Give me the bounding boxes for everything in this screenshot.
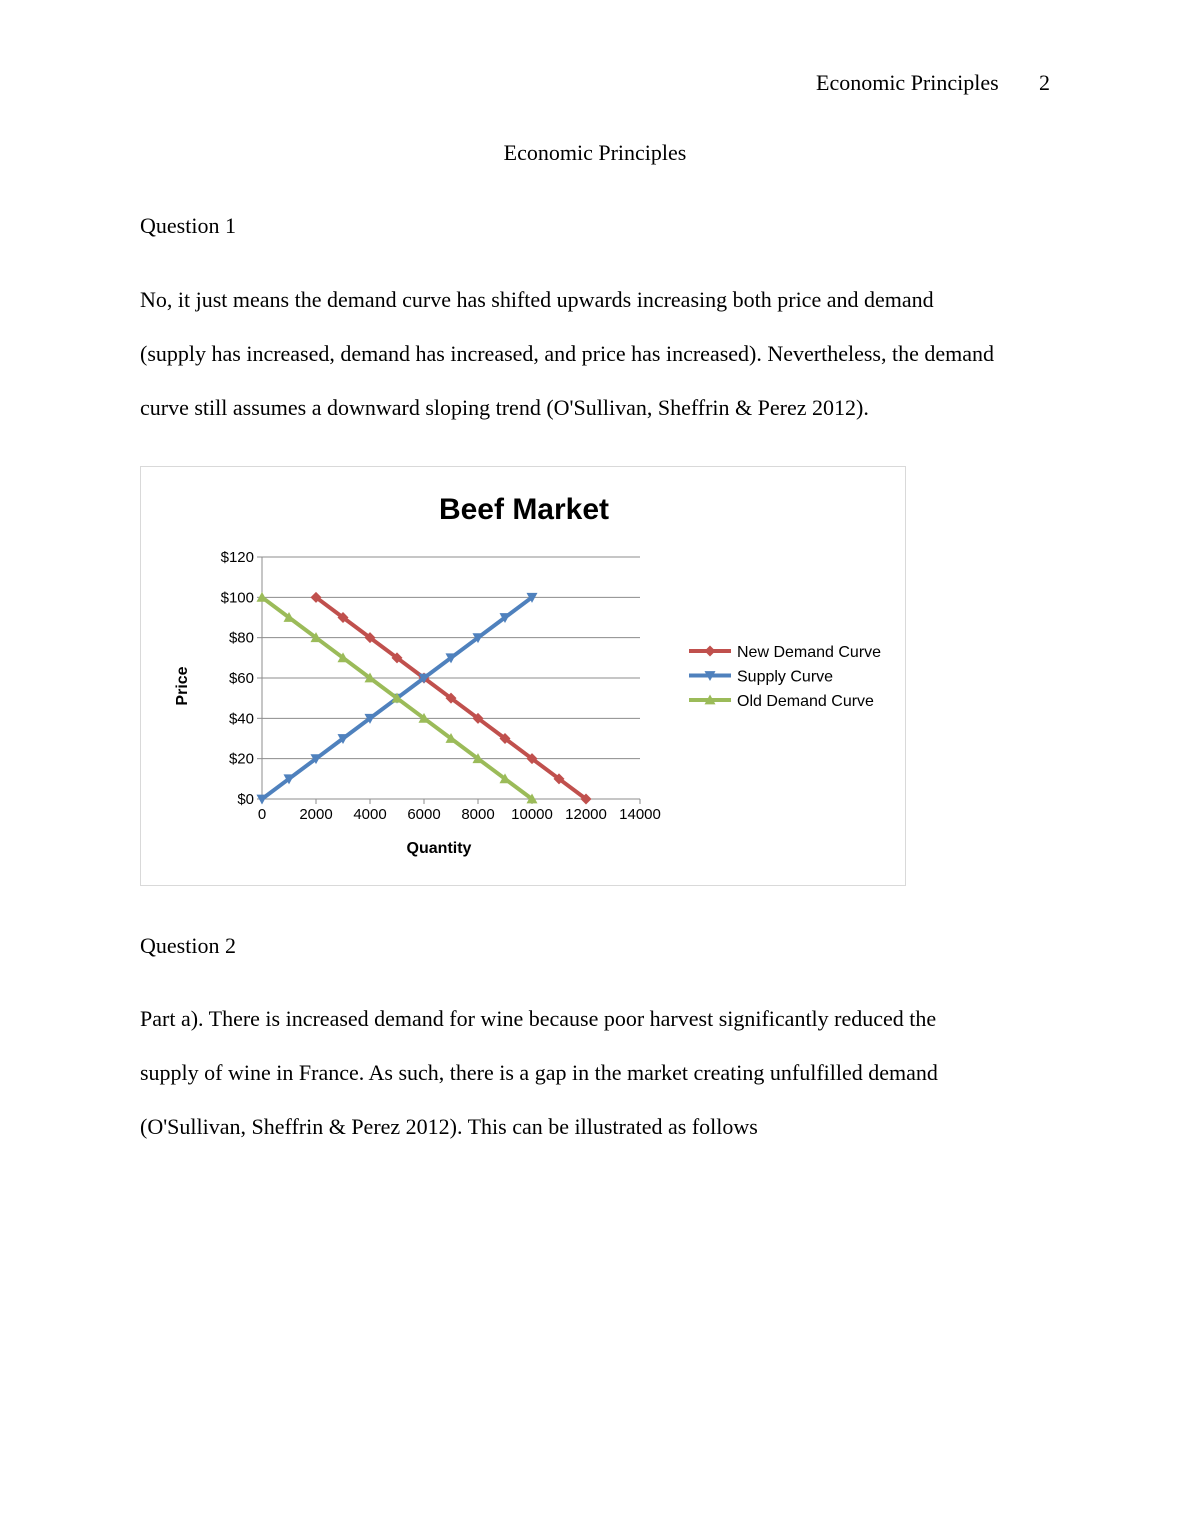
- y-tick-label: $120: [220, 549, 254, 566]
- y-tick-label: $100: [220, 589, 254, 607]
- series-new-demand-curve: [311, 592, 592, 805]
- beef-market-chart: [140, 466, 906, 886]
- chart-canvas: [141, 467, 907, 887]
- document-title: Economic Principles: [503, 140, 687, 165]
- y-tick-label: $0: [237, 791, 254, 808]
- y-tick-label: $20: [228, 750, 254, 768]
- running-header-title: Economic Principles: [816, 70, 999, 95]
- question-1-heading: Question 1: [140, 213, 236, 238]
- question-2-paragraph: [140, 1006, 1060, 1168]
- paragraph-line: supply of wine in France. As such, there is a gap in the market creating unfulfilled demand: [140, 1060, 938, 1085]
- x-tick-label: 14000: [619, 806, 661, 823]
- y-tick-label: $80: [228, 629, 254, 647]
- question-1-paragraph: [140, 287, 1060, 449]
- data-point: [257, 592, 268, 602]
- y-tick-label: $40: [228, 710, 254, 728]
- x-tick-label: 6000: [407, 806, 441, 823]
- legend-label: Supply Curve: [737, 668, 834, 686]
- legend: [689, 644, 881, 710]
- legend-label: New Demand Curve: [737, 644, 882, 661]
- x-axis-label: Quantity: [406, 840, 472, 857]
- x-tick-label: 4000: [353, 806, 387, 823]
- x-tick-label: 2000: [299, 806, 333, 823]
- chart-title: Beef Market: [438, 493, 610, 526]
- legend-entry: [689, 693, 874, 710]
- paragraph-line: No, it just means the demand curve has shifted upwards increasing both price and demand: [140, 287, 934, 312]
- y-tick-label: $60: [228, 670, 254, 687]
- x-tick-label: 10000: [511, 806, 553, 823]
- data-point: [257, 795, 268, 805]
- data-series: [257, 592, 592, 805]
- legend-swatch-marker: [705, 646, 716, 657]
- legend-entry: [689, 669, 833, 686]
- paragraph-line: (supply has increased, demand has increased, and price has increased). Nevertheless, the demand: [140, 341, 994, 366]
- page-number: 2: [1039, 70, 1050, 95]
- legend-label: Old Demand Curve: [737, 693, 874, 710]
- x-tick-label: 8000: [461, 806, 495, 823]
- x-tick-label: 0: [257, 806, 267, 823]
- x-tick-label: 12000: [565, 806, 607, 823]
- paragraph-line: Part a). There is increased demand for wine because poor harvest significantly reduced the: [140, 1006, 937, 1031]
- y-axis-label: Price: [174, 666, 191, 706]
- paragraph-line: (O'Sullivan, Sheffrin & Perez 2012). This can be illustrated as follows: [140, 1114, 758, 1139]
- question-2-heading: Question 2: [140, 933, 236, 958]
- paragraph-line: curve still assumes a downward sloping trend (O'Sullivan, Sheffrin & Perez 2012).: [140, 395, 869, 420]
- legend-entry: [689, 644, 881, 661]
